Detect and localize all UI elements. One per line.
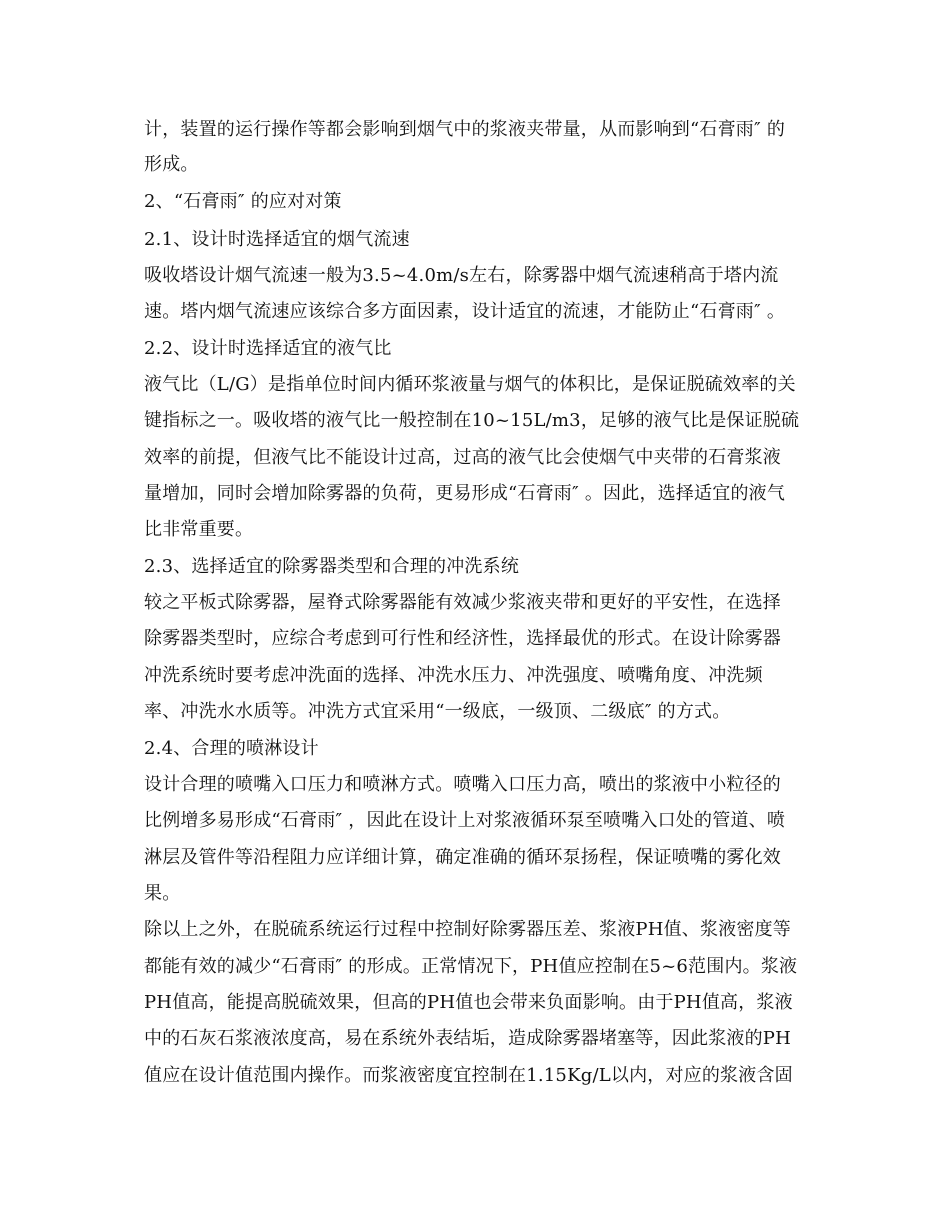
text-line: 设计合理的喷嘴入口压力和喷淋方式。喷嘴入口压力高，喷出的浆液中小粒径的	[144, 774, 781, 795]
text-line: 冲洗系统时要考虑冲洗面的选择、冲洗水压力、冲洗强度、喷嘴角度、冲洗频	[144, 665, 763, 686]
text-line: 果。	[144, 883, 181, 904]
text-line: 比例增多易形成“石膏雨″ ，因此在设计上对浆液循环泵至喷嘴入口处的管道、喷	[144, 810, 786, 831]
text-line: 液气比（L/G）是指单位时间内循环浆液量与烟气的体积比，是保证脱硫效率的关	[144, 374, 796, 395]
text-line: 淋层及管件等沿程阻力应详细计算，确定准确的循环泵扬程，保证喷嘴的雾化效	[144, 847, 781, 868]
text-line: 计，装置的运行操作等都会影响到烟气中的浆液夹带量，从而影响到“石膏雨″ 的	[144, 119, 786, 140]
subsection-heading: 2.4、合理的喷淋设计	[144, 738, 319, 759]
subsection-heading: 2.3、选择适宜的除雾器类型和合理的冲洗系统	[144, 556, 520, 577]
text-line: 较之平板式除雾器，屋脊式除雾器能有效减少浆液夹带和更好的平安性，在选择	[144, 592, 781, 613]
text-line: 量增加，同时会增加除雾器的负荷，更易形成“石膏雨″ 。因此，选择适宜的液气	[144, 483, 786, 504]
subsection-heading: 2.2、设计时选择适宜的液气比	[144, 338, 392, 359]
text-line: 中的石灰石浆液浓度高，易在系统外表结垢，造成除雾器堵塞等，因此浆液的PH	[144, 1028, 792, 1049]
text-line: 都能有效的减少“石膏雨″ 的形成。正常情况下，PH值应控制在5~6范围内。浆液	[144, 956, 798, 977]
text-line: 率、冲洗水水质等。冲洗方式宜采用“一级底，一级顶、二级底″ 的方式。	[144, 701, 731, 722]
text-line: PH值高，能提高脱硫效果，但高的PH值也会带来负面影响。由于PH值高，浆液	[144, 992, 793, 1013]
section-heading: 2、“石膏雨″ 的应对对策	[144, 191, 342, 212]
text-line: 形成。	[144, 154, 199, 175]
text-line: 速。塔内烟气流速应该综合多方面因素，设计适宜的流速，才能防止“石膏雨″ 。	[144, 301, 786, 322]
text-line: 吸收塔设计烟气流速一般为3.5~4.0m/s左右，除雾器中烟气流速稍高于塔内流	[144, 265, 779, 286]
subsection-heading: 2.1、设计时选择适宜的烟气流速	[144, 229, 410, 250]
text-line: 除以上之外，在脱硫系统运行过程中控制好除雾器压差、浆液PH值、浆液密度等	[144, 919, 792, 940]
text-line: 键指标之一。吸收塔的液气比一般控制在10~15L/m3，足够的液气比是保证脱硫	[144, 410, 800, 431]
text-line: 值应在设计值范围内操作。而浆液密度宜控制在1.15Kg/L以内，对应的浆液含固	[144, 1065, 793, 1086]
text-line: 除雾器类型时，应综合考虑到可行性和经济性，选择最优的形式。在设计除雾器	[144, 628, 781, 649]
text-line: 比非常重要。	[144, 519, 254, 540]
text-line: 效率的前提，但液气比不能设计过高，过高的液气比会使烟气中夹带的石膏浆液	[144, 447, 781, 468]
